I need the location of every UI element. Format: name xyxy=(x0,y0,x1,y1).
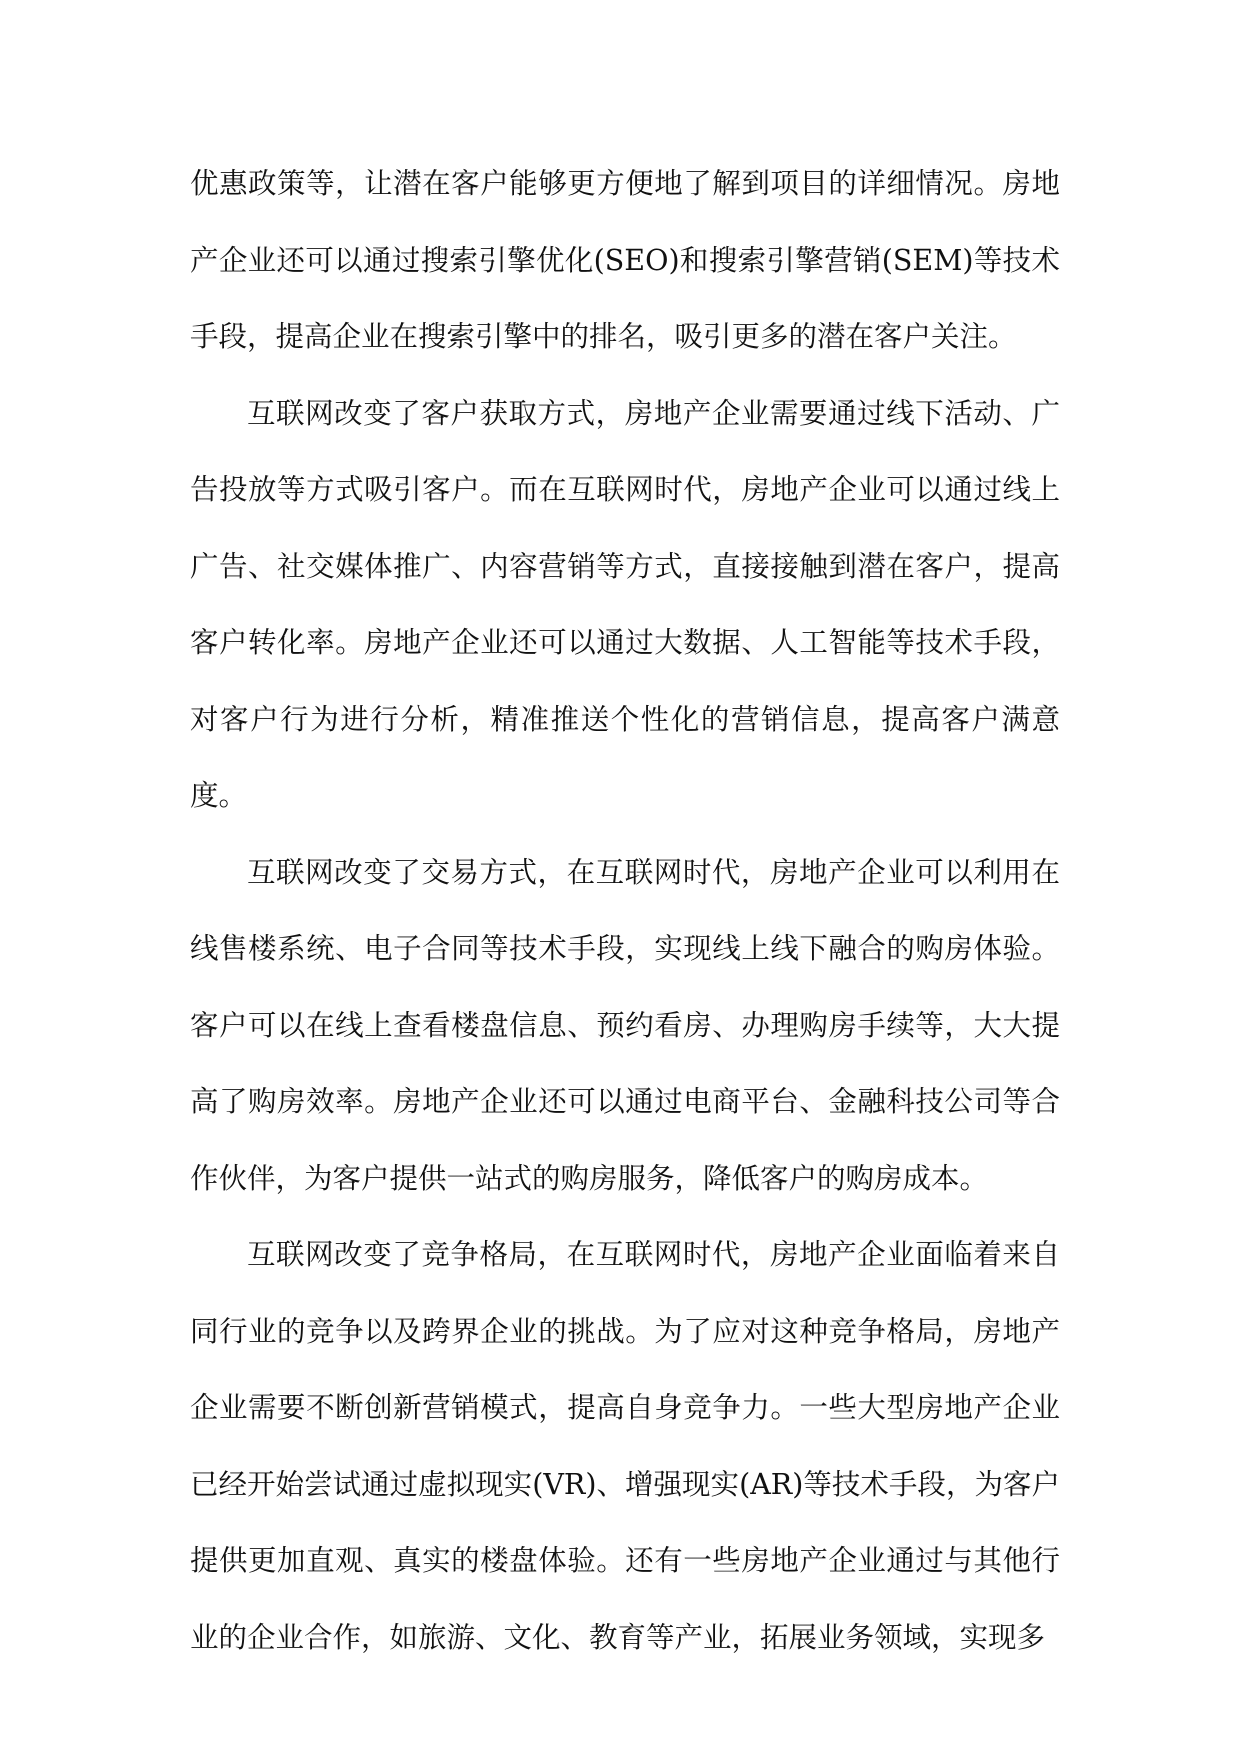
paragraph-4: 互联网改变了竞争格局，在互联网时代，房地产企业面临着来自同行业的竞争以及跨界企业的挑战。为了应对这种竞争格局，房地产企业需要不断创新营销模式，提高自身竞争力。一些大型房地产企业已经开始尝试通过虚拟现实(VR)、增强现实(AR)等技术手段，为客户提供更加直观、真实的楼盘体验。还有一些房地产企业通过与其他行业的企业合作，如旅游、文化、教育等产业，拓展业务领域，实现多 xyxy=(190,1238,1060,1654)
paragraph-1: 优惠政策等，让潜在客户能够更方便地了解到项目的详细情况。房地产企业还可以通过搜索引擎优化(SEO)和搜索引擎营销(SEM)等技术手段，提高企业在搜索引擎中的排名，吸引更多的潜在客户关注。 xyxy=(190,167,1060,353)
paragraph-3: 互联网改变了交易方式，在互联网时代，房地产企业可以利用在线售楼系统、电子合同等技术手段，实现线上线下融合的购房体验。客户可以在线上查看楼盘信息、预约看房、办理购房手续等，大大提高了购房效率。房地产企业还可以通过电商平台、金融科技公司等合作伙伴，为客户提供一站式的购房服务，降低客户的购房成本。 xyxy=(190,855,1060,1195)
body-text xyxy=(190,146,1060,1676)
paragraph-2: 互联网改变了客户获取方式，房地产企业需要通过线下活动、广告投放等方式吸引客户。而在互联网时代，房地产企业可以通过线上广告、社交媒体推广、内容营销等方式，直接接触到潜在客户，提高客户转化率。房地产企业还可以通过大数据、人工智能等技术手段，对客户行为进行分析，精准推送个性化的营销信息，提高客户满意度。 xyxy=(190,396,1060,812)
